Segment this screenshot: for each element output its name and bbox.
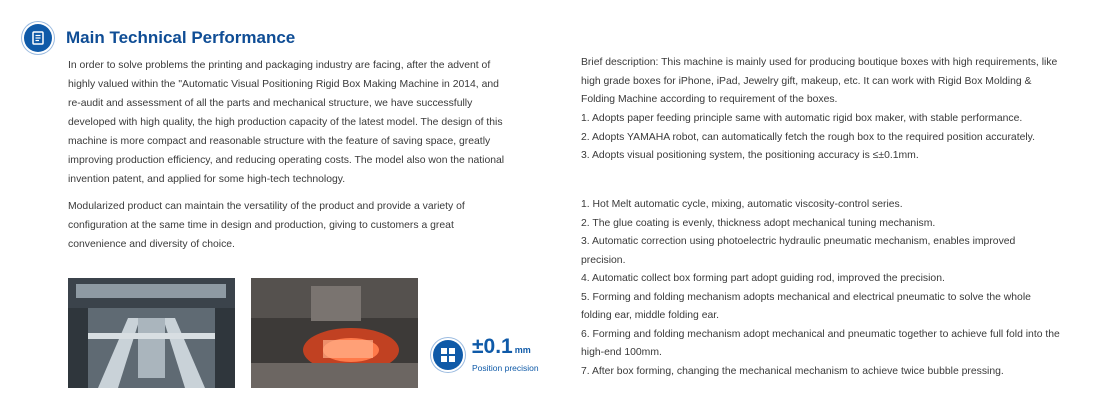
intro-paragraph: In order to solve problems the printing and packaging industry are facing, after the advent of highly valued within the "Automatic Visual Positioning Rigid Box Making Machine in 2014, and re-audit and assessment of all the parts and mechanical structure, we have successfully developed with high quality, the high production capacity of the latest model. The design of this machine is more compact and reasonable structure with the feature of saving space, greatly improving production efficiency, and reducing operating costs. The model also won the national invention patent, and applied for some high-tech technology. [68, 60, 505, 185]
precision-unit: mm [514, 345, 531, 355]
list-item: 4. Automatic collect box forming part adopt guiding rod, improved the precision. [581, 273, 945, 284]
feature-list [581, 196, 1061, 381]
document-icon [24, 24, 52, 52]
grid-icon [433, 340, 463, 370]
list-item: 2. Adopts YAMAHA robot, can automatically fetch the rough box to the required position accurately. [581, 131, 1035, 143]
brief-list [581, 110, 1061, 166]
positioning-photo [251, 278, 418, 388]
list-item: 1. Adopts paper feeding principle same with automatic rigid box maker, with stable performance. [581, 113, 1023, 124]
list-item: 3. Adopts visual positioning system, the positioning accuracy is ≤±0.1mm. [581, 150, 919, 161]
section-header [24, 24, 295, 52]
list-item: 1. Hot Melt automatic cycle, mixing, automatic viscosity-control series. [581, 199, 903, 210]
precision-label: Position precision [472, 363, 539, 373]
precision-value: ±0.1 [472, 335, 513, 358]
list-item: 6. Forming and folding mechanism adopt mechanical and pneumatic together to achieve full fold into the high-end 100mm. [581, 328, 1060, 358]
machine-photo [68, 278, 235, 388]
precision-callout [433, 336, 539, 373]
brief-text: Brief description: This machine is mainly used for producing boutique boxes with high requirements, like high grade boxes for iPhone, iPad, Jewelry gift, makeup, etc. It can work with Rigid Box Molding & Folding Machine according to requirement of the boxes. [581, 57, 1058, 105]
list-item: 7. After box forming, changing the mechanical mechanism to achieve twice bubble pressing. [581, 365, 1004, 377]
list-item: 2. The glue coating is evenly, thickness adopt mechanical tuning mechanism. [581, 217, 936, 229]
list-item: 5. Forming and folding mechanism adopts mechanical and electrical pneumatic to solve the whole folding ear, middle folding ear. [581, 291, 1031, 321]
list-item: 3. Automatic correction using photoelectric hydraulic pneumatic mechanism, enables improved precision. [581, 236, 1016, 266]
brief-description [581, 54, 1061, 110]
modular-paragraph: Modularized product can maintain the versatility of the product and provide a variety of configuration at the same time in design and production, giving to customers a great convenience and diversity of choice. [68, 201, 465, 250]
page-title: Main Technical Performance [66, 28, 296, 47]
